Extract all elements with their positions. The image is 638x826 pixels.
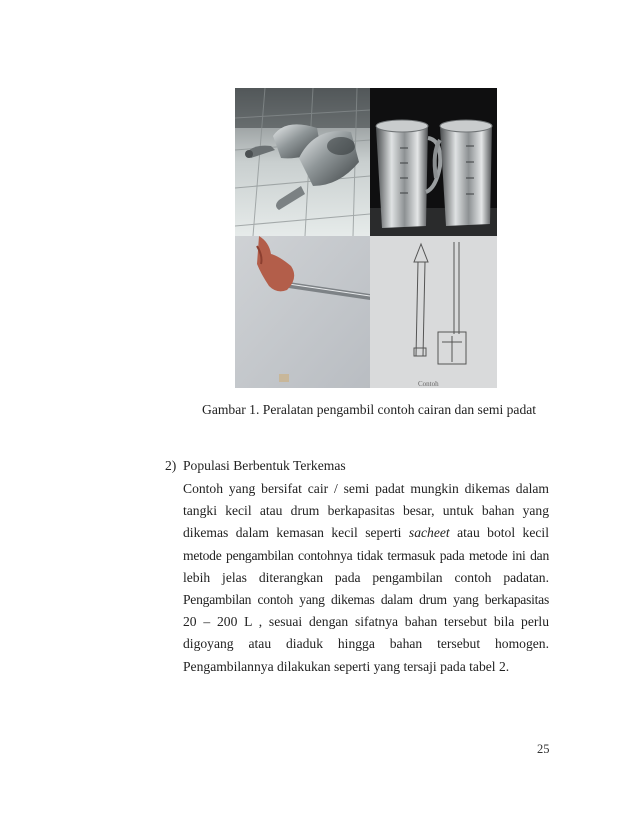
scoops-photo: [235, 88, 370, 236]
figure-caption: Gambar 1. Peralatan pengambil contoh cairan dan semi padat: [202, 402, 537, 417]
section-title: Populasi Berbentuk Terkemas: [183, 458, 346, 473]
figure-equipment: [235, 88, 497, 388]
paragraph-line: lebih jelas diterangkan pada pengambilan contoh padatan.: [183, 569, 549, 585]
paragraph-line: [183, 522, 549, 544]
paragraph-line: Contoh yang bersifat cair / semi padat mungkin dikemas dalam: [183, 481, 549, 496]
text-segment: dikemas dalam kemasan kecil seperti: [183, 525, 402, 541]
paragraph-line: digoyang atau diaduk hingga bahan tersebut homogen.: [183, 636, 549, 652]
measuring-cups-photo: [370, 88, 497, 236]
italic-term: sacheet: [408, 525, 450, 541]
body-paragraph: [183, 478, 549, 678]
paragraph-line: tangki kecil atau drum berkapasitas besar, untuk bahan yang: [183, 503, 549, 519]
text-segment: atau botol kecil: [457, 525, 549, 541]
sampling-tube-hand-photo: [235, 236, 370, 388]
paragraph-line: 20 – 200 L , sesuai dengan sifatnya bahan tersebut bila perlu: [183, 614, 549, 630]
page-number: 25: [537, 742, 550, 756]
paragraph-line: Pengambilan contoh yang dikemas dalam drum yang berkapasitas: [183, 591, 549, 607]
paragraph-line: metode pengambilan contohnya tidak termasuk pada metode ini dan: [183, 547, 549, 563]
sampler-drawing-photo: [370, 236, 497, 388]
section-number: 2): [165, 458, 177, 473]
svg-text:Contoh: Contoh: [418, 380, 439, 388]
paragraph-line: Pengambilannya dilakukan seperti yang tersaji pada tabel 2.: [183, 658, 510, 674]
section-heading: [165, 458, 346, 474]
